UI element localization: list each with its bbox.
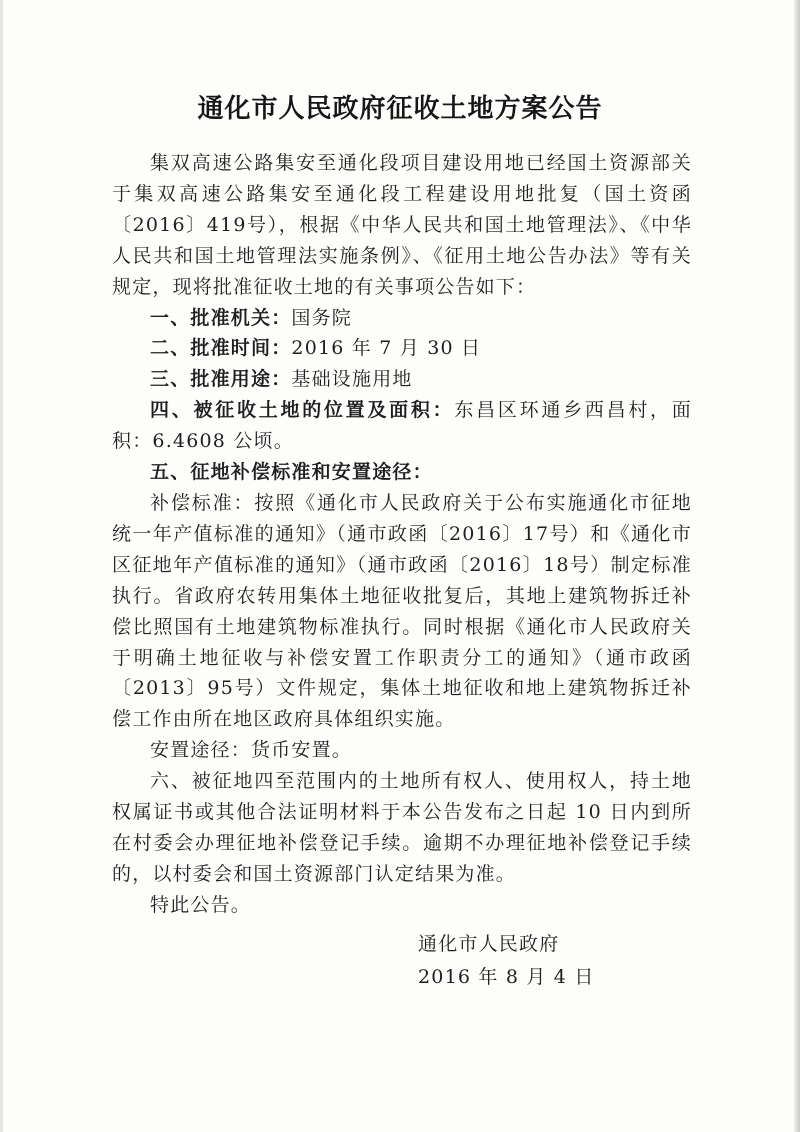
compensation-paragraph: 补偿标准：按照《通化市人民政府关于公布实施通化市征地统一年产值标准的通知》（通市政函〔2016〕17号）和《通化市区征地年产值标准的通知》（通市政函〔2016〕18号）制定标准执行。省政府农转用集体土地征收批复后，其地上建筑物拆迁补偿比照国有土地建筑物标准执行。同时根据《通化市人民政府关于明确土地征收与补偿安置工作职责分工的通知》（通市政函〔2013〕95号）文件规定，集体土地征收和地上建筑物拆迁补偿工作由所在地区政府具体组织实施。 — [112, 491, 692, 731]
intro-paragraph: 集双高速公路集安至通化段项目建设用地已经国土资源部关于集双高速公路集安至通化段工程建设用地批复（国土资函〔2016〕419号），根据《中华人民共和国土地管理法》、《中华人民共和国土地管理法实施条例》、《征用土地公告办法》等有关规定，现将批准征收土地的有关事项公告如下： — [112, 152, 692, 298]
item-3-value: 基础设施用地 — [291, 368, 413, 391]
item-1 — [112, 303, 692, 334]
item-1-label: 一、批准机关： — [150, 306, 292, 329]
scan-edge-right — [794, 0, 800, 1132]
item-3 — [112, 364, 692, 395]
issuer-name: 通化市人民政府 — [418, 933, 560, 955]
closing-paragraph: 特此公告。 — [150, 893, 252, 916]
item-4 — [112, 395, 692, 457]
item-2-label: 二、批准时间： — [150, 337, 292, 360]
item-5-label: 五、征地补偿标准和安置途径： — [150, 461, 433, 484]
scan-edge-left — [0, 0, 3, 1132]
item-3-label: 三、批准用途： — [150, 368, 292, 391]
item-4-label: 四、被征收土地的位置及面积： — [150, 399, 455, 422]
item-2-value: 2016 年 7 月 30 日 — [291, 337, 482, 360]
document-body — [112, 148, 692, 921]
issue-date: 2016 年 8 月 4 日 — [418, 966, 595, 988]
item-2 — [112, 333, 692, 364]
item-5 — [112, 457, 692, 488]
resettlement-paragraph: 安置途径：货币安置。 — [150, 739, 353, 762]
page-title: 通化市人民政府征收土地方案公告 — [197, 94, 603, 124]
item-1-value: 国务院 — [291, 306, 353, 329]
signature-block — [418, 928, 595, 994]
item-4-value: 东昌区环通乡西昌村，面积：6.4608 公顷。 — [112, 399, 693, 453]
item-6-paragraph: 六、被征地四至范围内的土地所有权人、使用权人，持土地权属证书或其他合法证明材料于本公告发布之日起 10 日内到所在村委会办理征地补偿登记手续。逾期不办理征地补偿登记手续的，以村委会和国土资源部门认定结果为准。 — [112, 770, 692, 885]
